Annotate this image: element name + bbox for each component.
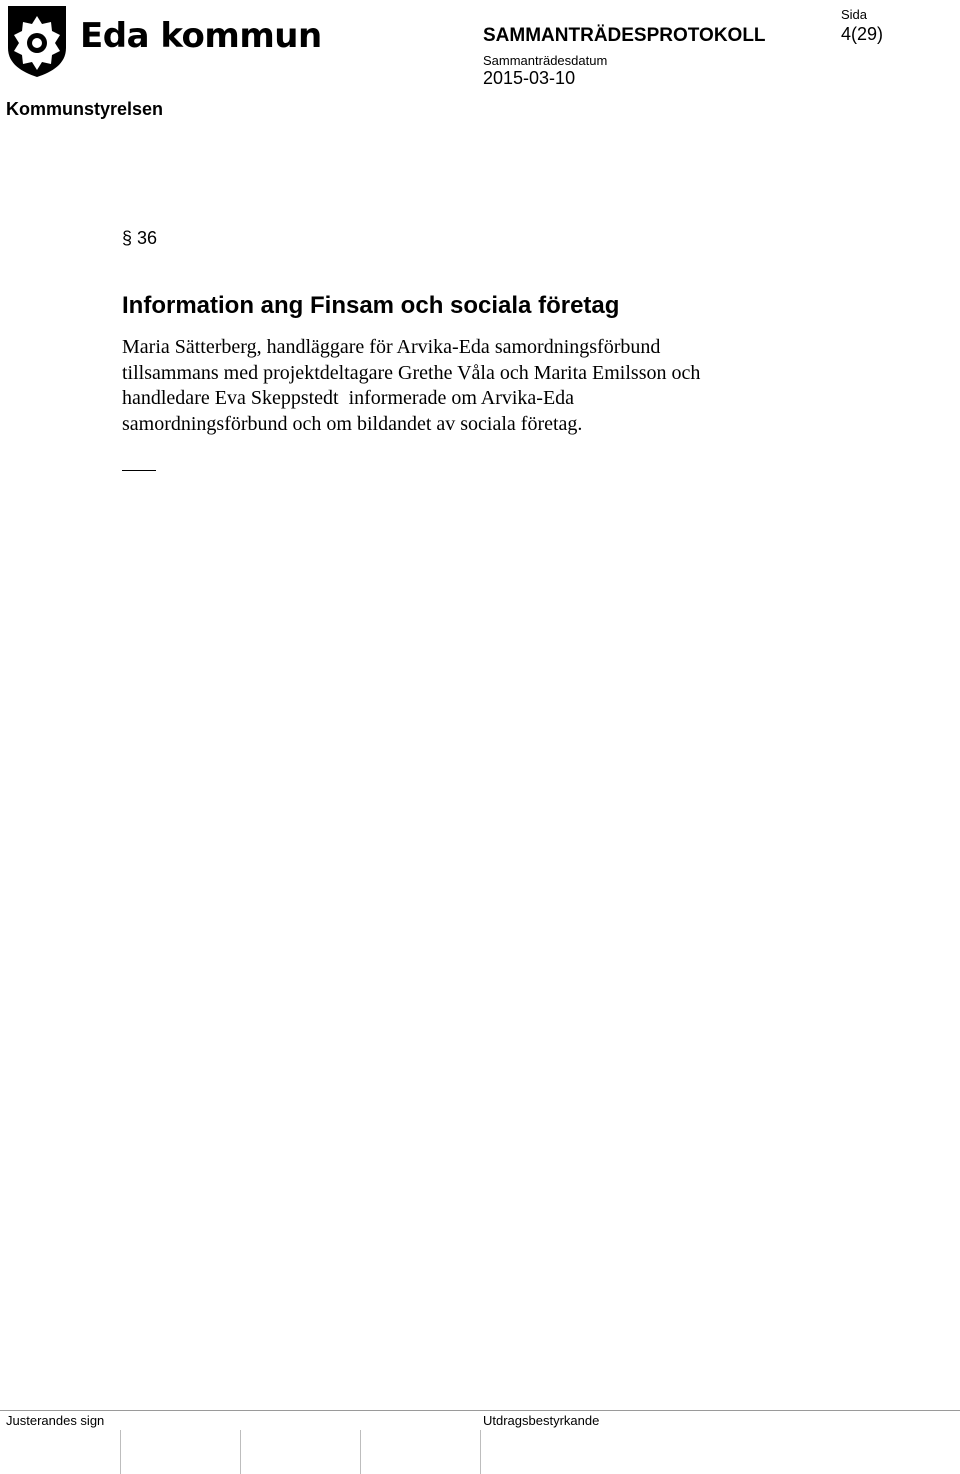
signature-box-divider: [240, 1430, 241, 1474]
body-line: Maria Sätterberg, handläggare för Arvika-Eda samordningsförbund: [122, 336, 661, 358]
justerandes-sign-label: Justerandes sign: [6, 1413, 105, 1428]
signature-box-divider: [480, 1430, 481, 1474]
section-end-line: [122, 470, 156, 471]
body-line: handledare Eva Skeppstedt informerade om Arvika-Eda: [122, 387, 575, 409]
footer-divider: [0, 1410, 960, 1411]
page-label: Sida: [841, 7, 868, 22]
meeting-date-label: Sammanträdesdatum: [483, 53, 608, 68]
section-title: Information ang Finsam och sociala företag: [122, 292, 620, 319]
signature-box-divider: [120, 1430, 121, 1474]
organization-name: Kommunstyrelsen: [6, 99, 164, 119]
utdragsbestyrkande-label: Utdragsbestyrkande: [483, 1413, 600, 1428]
document-type: SAMMANTRÄDESPROTOKOLL: [483, 25, 766, 46]
coat-of-arms-icon: [6, 4, 68, 78]
page-number: 4(29): [841, 24, 884, 44]
body-line: samordningsförbund och om bildandet av sociala företag.: [122, 412, 583, 435]
section-body: [122, 335, 802, 437]
meeting-date: 2015-03-10: [483, 68, 576, 88]
body-line: tillsammans med projektdeltagare Grethe Våla och Marita Emilsson och: [122, 361, 701, 384]
logo-wordmark: Eda kommun: [80, 16, 322, 56]
paragraph-number: § 36: [122, 228, 158, 248]
signature-box-divider: [360, 1430, 361, 1474]
eda-kommun-logo: [6, 4, 322, 78]
